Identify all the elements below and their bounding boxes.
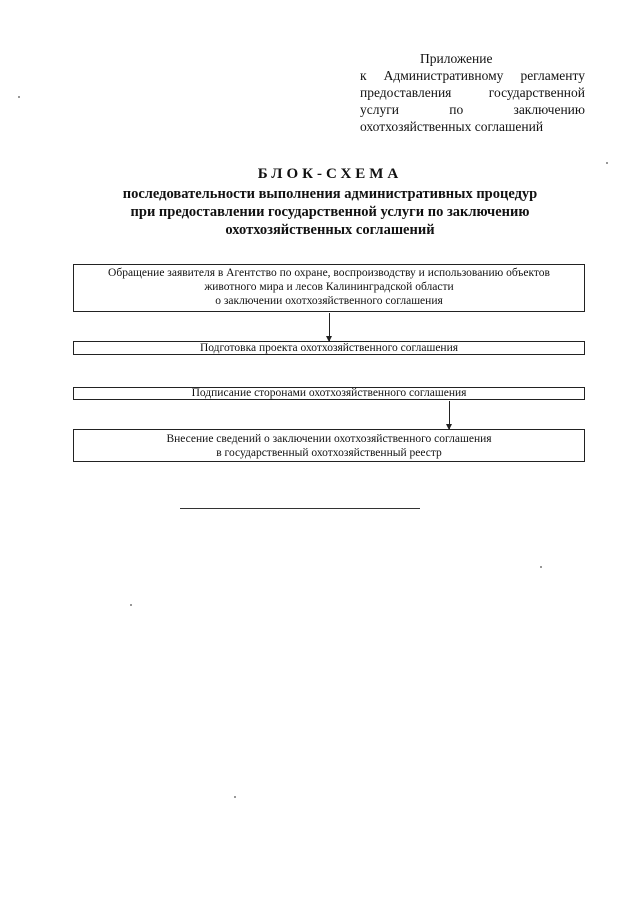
- title-subtitle-line: при предоставлении государственной услуги по заключению: [130, 204, 530, 220]
- scan-speck: [540, 566, 542, 568]
- flow-arrow-down: [329, 313, 330, 341]
- step-text-line: Подписание сторонами охотхозяйственного соглашения: [191, 387, 467, 399]
- title-subtitle-line: охотхозяйственных соглашений: [225, 222, 435, 238]
- appendix-line: к Административному регламенту: [360, 68, 585, 83]
- flow-step-draft-preparation: [73, 341, 585, 355]
- step-text-line: Подготовка проекта охотхозяйственного соглашения: [199, 342, 459, 354]
- step-text-line: животного мира и лесов Калининградской области: [204, 281, 454, 293]
- scan-speck: [234, 796, 236, 798]
- closing-rule: [180, 508, 420, 509]
- appendix-line: услуги по заключению: [360, 102, 585, 117]
- scan-speck: [18, 96, 20, 98]
- appendix-line: Приложение: [420, 51, 493, 66]
- step-text-line: Внесение сведений о заключении охотхозяйственного соглашения: [166, 433, 492, 445]
- scan-speck: [606, 162, 608, 164]
- scan-speck: [130, 604, 132, 606]
- title-subtitle-line: последовательности выполнения административных процедур: [122, 186, 538, 202]
- flow-step-application: [73, 264, 585, 312]
- step-text-line: в государственный охотхозяйственный реестр: [216, 447, 442, 459]
- appendix-line: охотхозяйственных соглашений: [360, 119, 544, 134]
- appendix-note: [360, 50, 585, 135]
- step-text-line: Обращение заявителя в Агентство по охране, воспроизводству и использованию объектов: [108, 267, 550, 279]
- document-title: [60, 165, 600, 239]
- flow-step-registry-entry: [73, 429, 585, 462]
- appendix-line: предоставления государственной: [360, 85, 585, 100]
- step-text-line: о заключении охотхозяйственного соглашения: [215, 295, 443, 307]
- flow-step-signing: [73, 387, 585, 400]
- flow-arrow-down: [449, 401, 450, 429]
- title-heading: БЛОК-СХЕМА: [257, 166, 403, 182]
